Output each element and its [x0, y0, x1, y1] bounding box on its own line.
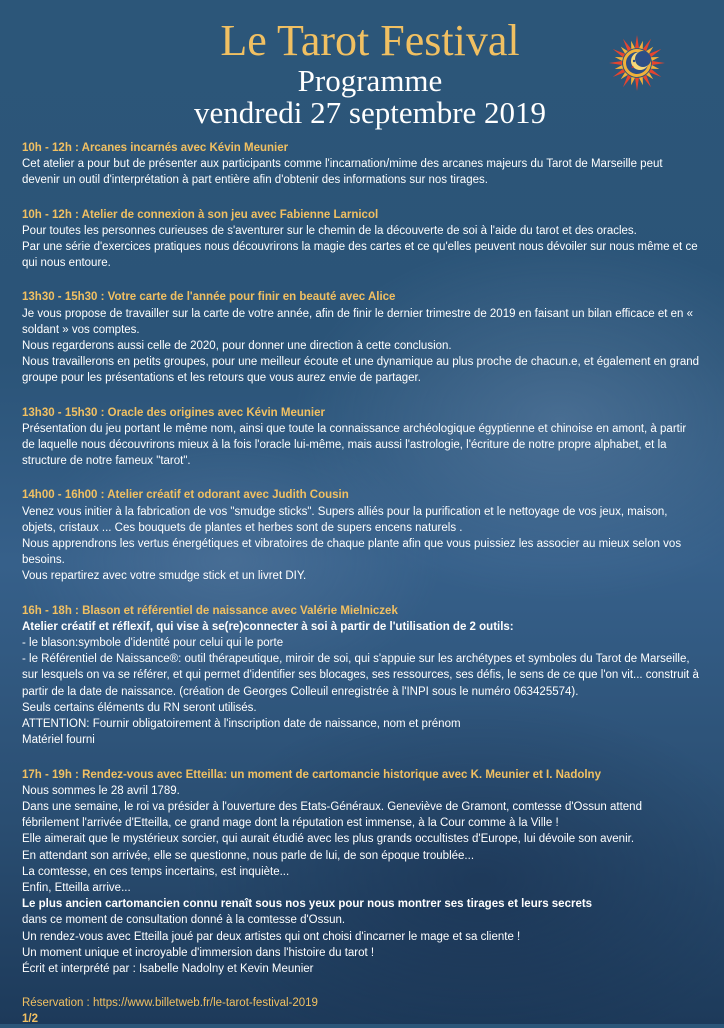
session-text: Atelier créatif et réflexif, qui vise à se(re)connecter à soi à partir de l'utilisation de 2 outils: — [22, 620, 514, 633]
session-text: Seuls certains éléments du RN seront utilisés. — [22, 701, 257, 714]
session-text: Présentation du jeu portant le même nom, ainsi que toute la connaissance archéologique égyptienne et chinoise en amont, à partir de laquelle nous découvrirons mieux à la fois l'oracle lui-même, mais aussi l'astrologie, l'écriture de notre propre alphabet, et la structure de notre fameux "tarot". — [22, 422, 687, 468]
page-subtitle: Programme — [297, 63, 443, 98]
session-text: Nous travaillerons en petits groupes, pour une meilleur écoute et une dynamique au plus proche de chacun.e, et également en grand groupe pour les présentations et les retours que vous aurez envie de partager. — [22, 356, 700, 385]
session-text: Le plus ancien cartomancien connu renaît sous nos yeux pour nous montrer ses tirages et leurs secrets — [22, 898, 593, 911]
session-text: Nous sommes le 28 avril 1789. — [22, 784, 180, 797]
session-text: ATTENTION: Fournir obligatoirement à l'inscription date de naissance, nom et prénom — [22, 718, 461, 731]
session-text: Cet atelier a pour but de présenter aux participants comme l'incarnation/mime des arcanes majeurs du Tarot de Marseille peut devenir un outil d'interprétation à part entière afin d'obtenir des informations sur nos tirages. — [22, 158, 663, 187]
session-block — [22, 207, 702, 272]
session-text: Enfin, Etteilla arrive... — [22, 881, 131, 894]
event-date: vendredi 27 septembre 2019 — [193, 95, 547, 130]
session-text: Vous repartirez avec votre smudge stick et un livret DIY. — [22, 570, 307, 583]
session-heading: 13h30 - 15h30 : Oracle des origines avec Kévin Meunier — [22, 406, 325, 419]
session-heading: 16h - 18h : Blason et référentiel de naissance avec Valérie Mielniczek — [22, 604, 398, 617]
session-block — [22, 767, 702, 978]
session-text: Matériel fourni — [22, 734, 95, 747]
session-text: Nous regarderons aussi celle de 2020, pour donner une direction à cette conclusion. — [22, 340, 452, 353]
session-heading: 14h00 - 16h00 : Atelier créatif et odorant avec Judith Cousin — [22, 489, 349, 502]
session-text: dans ce moment de consultation donné à la comtesse d'Ossun. — [22, 914, 346, 927]
program-content — [22, 140, 702, 1028]
page-number: 1/2 — [22, 1013, 38, 1026]
session-text: Un rendez-vous avec Etteilla joué par deux artistes qui ont choisi d'incarner le mage et sa cliente ! — [22, 930, 521, 943]
session-block — [22, 405, 702, 470]
session-block — [22, 603, 702, 749]
session-text: Pour toutes les personnes curieuses de s'aventurer sur le chemin de la découverte de soi à l'aide du tarot et des oracles. — [22, 224, 637, 237]
reservation-link[interactable]: Réservation : https://www.billetweb.fr/le-tarot-festival-2019 — [22, 997, 318, 1010]
session-text: Je vous propose de travailler sur la carte de votre année, afin de finir le dernier trimestre de 2019 en faisant un bilan efficace et en « soldant » vos comptes. — [22, 307, 694, 336]
session-text: En attendant son arrivée, elle se questionne, nous parle de lui, de son époque troublée... — [22, 849, 475, 862]
page-title: Le Tarot Festival — [220, 16, 520, 65]
session-text: Nous apprendrons les vertus énergétiques et vibratoires de chaque plante afin que vous puissiez les associer au mieux selon vos besoins. — [22, 538, 682, 567]
session-block — [22, 289, 702, 386]
session-heading: 10h - 12h : Arcanes incarnés avec Kévin Meunier — [22, 142, 289, 154]
session-text: Dans une semaine, le roi va présider à l'ouverture des Etats-Généraux. Geneviève de Gramont, comtesse d'Ossun attend fébrilement l'arrivée d'Etteilla, ce grand mage dont la réputation est immense, à la Cour comme à la Ville ! — [22, 800, 642, 830]
session-text: Venez vous initier à la fabrication de vos "smudge sticks". Supers alliés pour la purification et le nettoyage de vos jeux, maison, objets, cristaux ... Ces bouquets de plantes et herbes sont de supers encens naturels . — [22, 505, 668, 534]
session-text: Un moment unique et incroyable d'immersion dans l'histoire du tarot ! — [22, 946, 375, 959]
session-block — [22, 140, 702, 189]
session-text: - le Référentiel de Naissance®: outil thérapeutique, miroir de soi, qui s'appuie sur les archétypes et symboles du Tarot de Marseille, sur lesquels on va se référer, et qui permet d'identifier ses blocages, ses ressources, ses défis, le sens de ce que l'on vit... construit à partir de la date de naissance. (création de Georges Colleuil enregistrée à l'INPI sous le numéro 063425574). — [22, 653, 699, 698]
session-heading: 10h - 12h : Atelier de connexion à son jeu avec Fabienne Larnicol — [22, 208, 379, 221]
session-text: - le blason:symbole d'identité pour celui qui le porte — [22, 637, 284, 650]
session-text: Elle aimerait que le mystérieux sorcier, qui aurait étudié avec les plus grands occultistes d'Europe, lui dévoile son avenir. — [22, 833, 635, 846]
session-text: Écrit et interprété par : Isabelle Nadolny et Kevin Meunier — [22, 962, 314, 975]
sun-moon-logo-icon — [608, 34, 666, 92]
session-text: Par une série d'exercices pratiques nous découvrirons la magie des cartes et ce qu'elles peuvent nous dévoiler sur nous même et ce qui nous entoure. — [22, 241, 698, 270]
session-text: La comtesse, en ces temps incertains, est inquiète... — [22, 865, 290, 878]
session-heading: 13h30 - 15h30 : Votre carte de l'année pour finir en beauté avec Alice — [22, 291, 396, 304]
session-block — [22, 487, 702, 584]
session-heading: 17h - 19h : Rendez-vous avec Etteilla: un moment de cartomancie historique avec K. Meunier et I. Nadolny — [22, 768, 601, 781]
